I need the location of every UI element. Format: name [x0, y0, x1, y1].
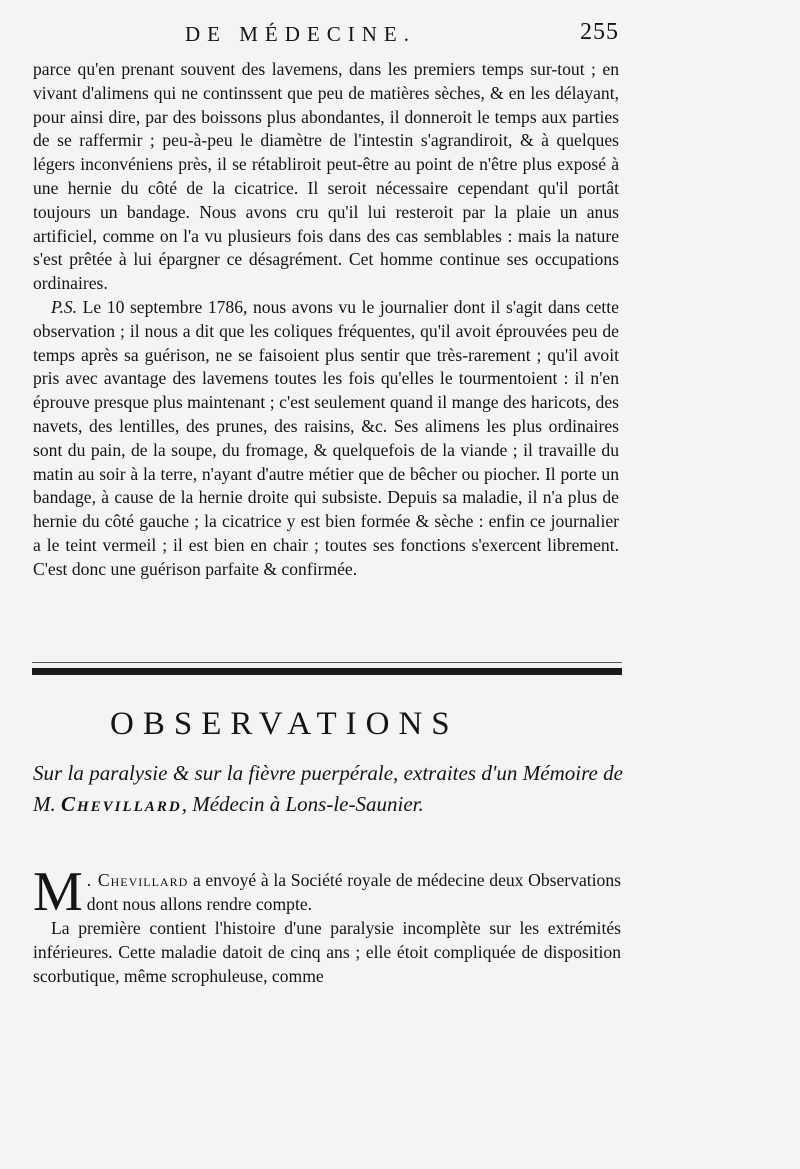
paragraph-first-observation: La première contient l'histoire d'une paralysie incomplète sur les extrémités inférieures. Cette maladie datoit de cinq ans ; elle étoit compliquée de disposition scorbutique, même scrophuleuse, comme	[33, 918, 621, 986]
postscript-paragraph	[33, 296, 619, 582]
page-number: 255	[580, 19, 619, 45]
section-divider-thin	[32, 662, 622, 663]
body-text	[33, 58, 619, 582]
running-head: DE MÉDECINE.	[185, 22, 416, 46]
lead-text: a envoyé à la Société royale de médecine deux Observations dont nous allons rendre compte.	[86, 870, 621, 914]
subtitle-text-start: Sur la paralysie & sur la fièvre puerpérale, extraites d'un Mémoire de M.	[33, 761, 623, 816]
paragraph-continuation: parce qu'en prenant souvent des lavemens, dans les premiers temps sur-tout ; en vivant d'alimens qui ne continssent que peu de matières sèches, & en les délayant, pour ainsi dire, par des boissons plus abondantes, il donneroit le temps aux parties de se raffermir ; peu-à-peu le diamètre de l'intestin s'agrandiroit, & à quelques légers inconvéniens près, il se rétabliroit peut-être au point de n'être plus exposé à une hernie du côté de la cicatrice. Il seroit nécessaire cependant qu'il portât toujours un bandage. Nous avons cru qu'il lui resteroit par la plaie un anus artificiel, comme on l'a vu plusieurs fois dans des cas semblables : mais la nature s'est prêtée à lui épargner ce désagrément. Cet homme continue ses occupations ordinaires.	[33, 59, 619, 294]
postscript-label: P.S.	[51, 296, 78, 317]
section-title: OBSERVATIONS	[110, 706, 459, 742]
subtitle-text-end: , Médecin à Lons-le-Saunier.	[181, 792, 424, 816]
lead-author-name: . Chevillard	[86, 870, 189, 890]
section-subtitle	[33, 758, 623, 820]
drop-cap: M	[33, 861, 83, 923]
subtitle-author-name: Chevillard	[61, 792, 182, 816]
section-divider	[32, 668, 622, 675]
postscript-text: Le 10 septembre 1786, nous avons vu le journalier dont il s'agit dans cette observation ; il nous a dit que les coliques fréquentes, qu'il avoit éprouvées peu de temps après sa guérison, ne se faisoient plus sentir que très-rarement ; qu'il avoit pris avec avantage des lavemens toutes les fois qu'elles le tourmentoient : il n'en éprouve presque plus maintenant ; c'est seulement quand il mange des haricots, des navets, des lentilles, des prunes, des raisins, &c. Ses alimens les plus ordinaires sont du pain, de la soupe, du fromage, & quelquefois de la viande ; il travaille du matin au soir à la terre, n'ayant d'autre métier que de bêcher ou piocher. Il porte un bandage, à cause de la hernie droite qui subsiste. Depuis sa maladie, il n'a plus de hernie du côté gauche ; la cicatrice y est bien formée & sèche : enfin ce journalier a le teint vermeil ; il est bien en chair ; toutes ses fonctions s'exercent librement. C'est donc une guérison parfaite & confirmée.	[33, 296, 619, 579]
lead-paragraph	[33, 861, 621, 923]
section-body	[33, 861, 621, 988]
